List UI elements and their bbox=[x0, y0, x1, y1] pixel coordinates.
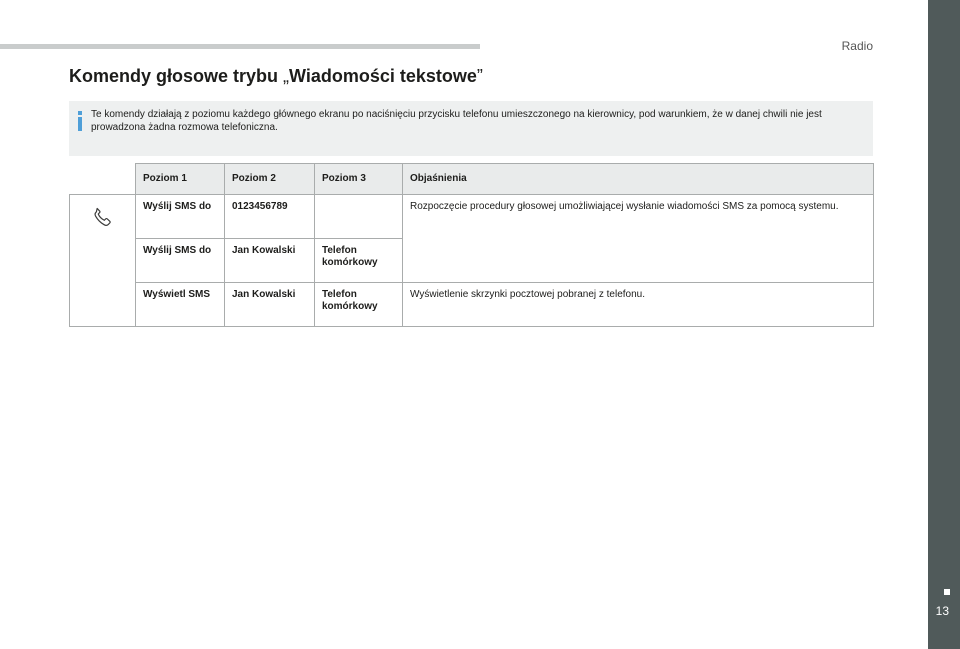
row2-level2: Jan Kowalski bbox=[225, 239, 315, 283]
title-quote-open: „ bbox=[283, 66, 290, 86]
voice-commands-table bbox=[69, 163, 874, 327]
row1-level3 bbox=[315, 195, 403, 239]
title-quote-close: ” bbox=[476, 66, 483, 86]
row1-level2: 0123456789 bbox=[225, 195, 315, 239]
page-title bbox=[69, 66, 483, 87]
row3-explanation: Wyświetlenie skrzynki pocztowej pobranej z telefonu. bbox=[403, 283, 874, 327]
page-number: 13 bbox=[935, 604, 949, 618]
phone-icon bbox=[90, 205, 116, 231]
header-level2: Poziom 2 bbox=[225, 164, 315, 195]
header-blank-cell bbox=[70, 164, 136, 195]
info-icon bbox=[78, 111, 82, 131]
header-level3: Poziom 3 bbox=[315, 164, 403, 195]
header-level1: Poziom 1 bbox=[136, 164, 225, 195]
title-main: Komendy głosowe trybu bbox=[69, 66, 284, 86]
row2-level3: Telefon komórkowy bbox=[315, 239, 403, 283]
top-rule bbox=[0, 44, 480, 49]
table-row bbox=[70, 195, 874, 239]
row3-level1: Wyświetl SMS bbox=[136, 283, 225, 327]
title-quoted: Wiadomości tekstowe bbox=[289, 66, 477, 86]
row1-level1: Wyślij SMS do bbox=[136, 195, 225, 239]
table-row bbox=[70, 283, 874, 327]
side-bar bbox=[928, 0, 960, 649]
bullet-square bbox=[944, 589, 950, 595]
row3-level3: Telefon komórkowy bbox=[315, 283, 403, 327]
table-header-row bbox=[70, 164, 874, 195]
row1-explanation: Rozpoczęcie procedury głosowej umożliwiającej wysłanie wiadomości SMS za pomocą systemu. bbox=[403, 195, 874, 283]
row3-level2: Jan Kowalski bbox=[225, 283, 315, 327]
icon-cell bbox=[70, 195, 136, 327]
info-box bbox=[69, 101, 873, 156]
info-text: Te komendy działają z poziomu każdego głównego ekranu po naciśnięciu przycisku telefonu umieszczonego na kierownicy, pod warunkiem, że w danej chwili nie jest prowadzona żadna rozmowa telefoniczna. bbox=[91, 109, 822, 133]
header-explanation: Objaśnienia bbox=[403, 164, 874, 195]
row2-level1: Wyślij SMS do bbox=[136, 239, 225, 283]
section-label: Radio bbox=[841, 39, 873, 53]
